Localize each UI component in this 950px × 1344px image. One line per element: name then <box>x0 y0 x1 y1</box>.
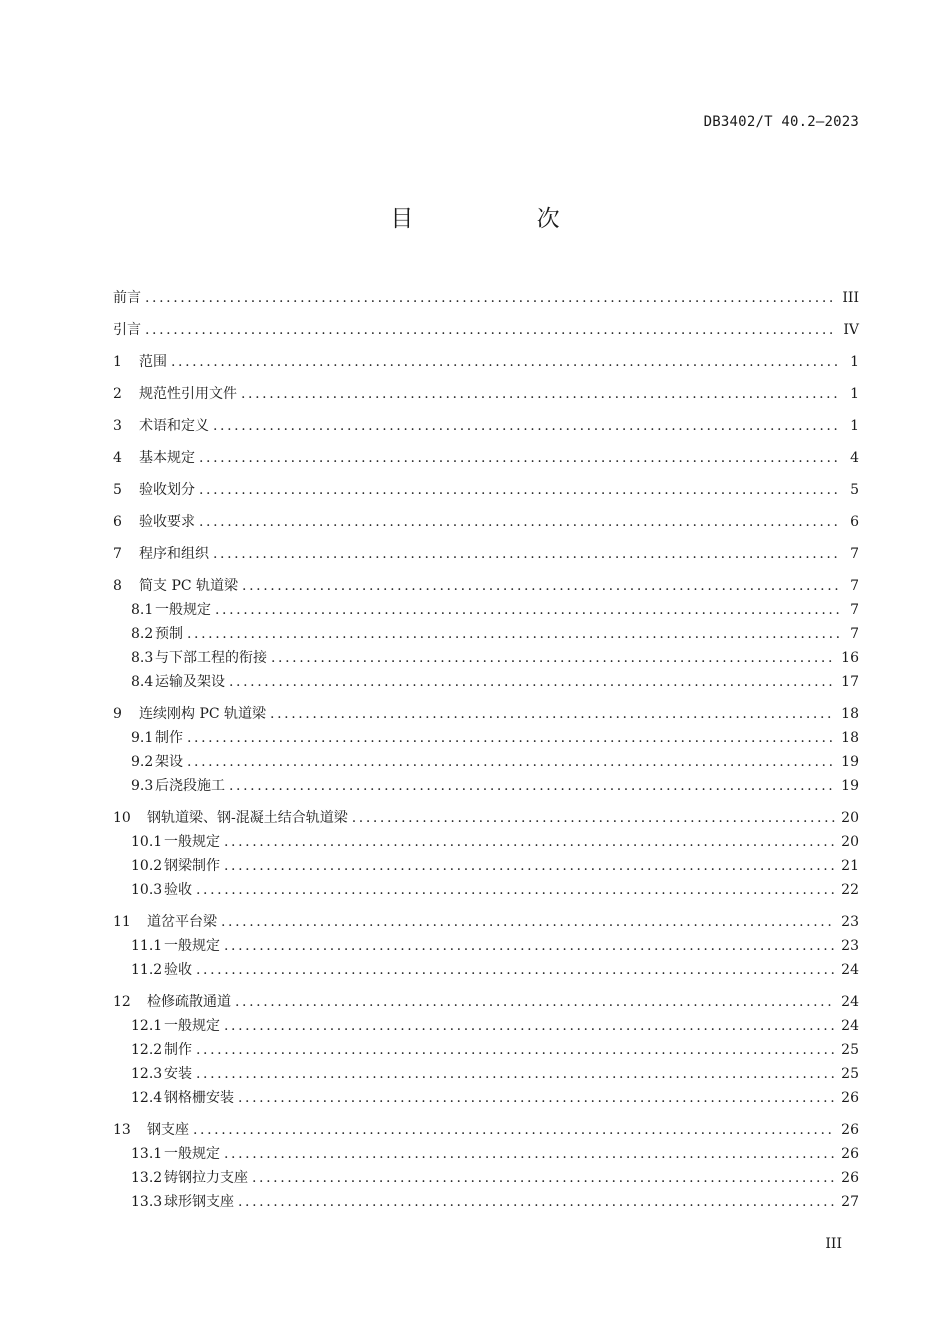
toc-entry-label: 一般规定 <box>164 938 220 954</box>
toc-entry-number: 11.2 <box>131 962 163 978</box>
toc-entry-page: 17 <box>841 674 859 690</box>
toc-dot-leader <box>196 1040 835 1060</box>
toc-entry-number: 1 <box>113 354 122 370</box>
toc-entry-number: 9.2 <box>131 754 154 770</box>
toc-entry-label: 验收 <box>164 962 192 978</box>
toc-entry-label: 前言 <box>113 290 141 306</box>
toc-entry-label: 验收划分 <box>139 482 195 498</box>
toc-entry[interactable] <box>113 728 859 748</box>
toc-entry-label: 基本规定 <box>139 450 195 466</box>
toc-dot-leader <box>221 912 835 932</box>
toc-dot-leader <box>199 480 839 500</box>
toc-entry-page: 1 <box>850 418 859 434</box>
toc-entry-label: 验收 <box>164 882 192 898</box>
toc-dot-leader <box>224 936 835 956</box>
toc-entry-number: 6 <box>113 514 122 530</box>
toc-entry-number: 13 <box>113 1122 131 1138</box>
toc-entry[interactable] <box>113 776 859 796</box>
toc-entry-label: 安装 <box>164 1066 192 1082</box>
toc-entry-number: 11.1 <box>131 938 163 954</box>
toc-entry-label: 与下部工程的衔接 <box>155 650 267 666</box>
toc-entry-label: 球形钢支座 <box>164 1194 234 1210</box>
toc-entry-page: 26 <box>841 1090 859 1106</box>
toc-entry[interactable] <box>113 912 859 932</box>
toc-entry-page: 5 <box>850 482 859 498</box>
toc-entry-label: 连续刚构 PC 轨道梁 <box>139 706 267 722</box>
page-number: III <box>825 1236 842 1252</box>
toc-title: 目 次 <box>390 206 618 232</box>
toc-entry-label: 一般规定 <box>164 834 220 850</box>
toc-entry[interactable] <box>113 320 859 340</box>
toc-entry-label: 一般规定 <box>155 602 211 618</box>
toc-entry-page: 16 <box>841 650 859 666</box>
toc-entry-page: 1 <box>850 354 859 370</box>
toc-dot-leader <box>145 288 836 308</box>
toc-entry-page: IV <box>843 322 859 338</box>
toc-dot-leader <box>213 544 839 564</box>
toc-dot-leader <box>215 600 839 620</box>
toc-entry-label: 钢轨道梁、钢-混凝土结合轨道梁 <box>147 810 348 826</box>
toc-entry[interactable] <box>113 480 859 500</box>
toc-entry-number: 10 <box>113 810 131 826</box>
toc-entry[interactable] <box>113 624 859 644</box>
toc-entry-label: 预制 <box>155 626 183 642</box>
toc-dot-leader <box>224 856 835 876</box>
toc-entry-number: 9.3 <box>131 778 154 794</box>
toc-dot-leader <box>171 352 839 372</box>
toc-entry-label: 术语和定义 <box>139 418 209 434</box>
toc-entry-page: 25 <box>841 1042 859 1058</box>
toc-entry-number: 4 <box>113 450 122 466</box>
toc-entry[interactable] <box>113 352 859 372</box>
toc-dot-leader <box>187 752 835 772</box>
toc-entry-number: 8.4 <box>131 674 154 690</box>
toc-entry-number: 13.1 <box>131 1146 163 1162</box>
toc-dot-leader <box>224 1016 835 1036</box>
toc-entry-page: 22 <box>841 882 859 898</box>
toc-entry-number: 7 <box>113 546 122 562</box>
toc-entry-number: 8.3 <box>131 650 154 666</box>
toc-entry-label: 检修疏散通道 <box>147 994 231 1010</box>
toc-entry-label: 钢格栅安装 <box>164 1090 234 1106</box>
toc-dot-leader <box>145 320 837 340</box>
toc-entry[interactable] <box>113 544 859 564</box>
toc-entry-number: 2 <box>113 386 122 402</box>
toc-dot-leader <box>196 1064 835 1084</box>
toc-entry-label: 验收要求 <box>139 514 195 530</box>
toc-entry-page: 23 <box>841 938 859 954</box>
toc-dot-leader <box>229 672 835 692</box>
toc-entry-label: 规范性引用文件 <box>139 386 237 402</box>
toc-entry-page: 19 <box>841 754 859 770</box>
toc-entry[interactable] <box>113 992 859 1012</box>
toc-entry-page: 24 <box>841 1018 859 1034</box>
toc-entry[interactable] <box>113 880 859 900</box>
toc-dot-leader <box>199 448 839 468</box>
toc-entry-number: 3 <box>113 418 122 434</box>
toc-entry-number: 12.1 <box>131 1018 163 1034</box>
toc-dot-leader <box>196 960 835 980</box>
toc-entry[interactable] <box>113 1064 859 1084</box>
toc-entry-page: 23 <box>841 914 859 930</box>
toc-entry[interactable] <box>113 1016 859 1036</box>
toc-entry-label: 钢梁制作 <box>164 858 220 874</box>
toc-dot-leader <box>242 576 839 596</box>
toc-entry[interactable] <box>113 1192 859 1212</box>
toc-entry[interactable] <box>113 936 859 956</box>
toc-entry[interactable] <box>113 648 859 668</box>
toc-entry[interactable] <box>113 856 859 876</box>
toc-entry[interactable] <box>113 384 859 404</box>
toc-entry[interactable] <box>113 832 859 852</box>
toc-entry-page: III <box>842 290 859 306</box>
toc-entry-label: 铸钢拉力支座 <box>164 1170 248 1186</box>
toc-entry[interactable] <box>113 288 859 308</box>
toc-entry-label: 制作 <box>155 730 183 746</box>
toc-entry-number: 12.4 <box>131 1090 163 1106</box>
toc-entry-page: 7 <box>850 626 859 642</box>
toc-dot-leader <box>193 1120 835 1140</box>
toc-dot-leader <box>241 384 839 404</box>
toc-dot-leader <box>229 776 835 796</box>
toc-entry[interactable] <box>113 448 859 468</box>
toc-entry-label: 一般规定 <box>164 1146 220 1162</box>
toc-entry-number: 10.2 <box>131 858 163 874</box>
toc-dot-leader <box>224 1144 835 1164</box>
toc-entry-page: 26 <box>841 1146 859 1162</box>
toc-entry-page: 1 <box>850 386 859 402</box>
toc-entry-page: 26 <box>841 1122 859 1138</box>
toc-entry-page: 24 <box>841 962 859 978</box>
toc-entry-number: 9 <box>113 706 122 722</box>
toc-entry-page: 18 <box>841 706 859 722</box>
toc-entry[interactable] <box>113 1120 859 1140</box>
toc-dot-leader <box>196 880 835 900</box>
toc-dot-leader <box>235 992 835 1012</box>
toc-entry-page: 21 <box>841 858 859 874</box>
toc-entry-number: 12.3 <box>131 1066 163 1082</box>
toc-entry-label: 道岔平台梁 <box>147 914 217 930</box>
toc-entry-number: 8.2 <box>131 626 154 642</box>
toc-entry-number: 8.1 <box>131 602 154 618</box>
toc-entry-number: 12.2 <box>131 1042 163 1058</box>
toc-dot-leader <box>252 1168 835 1188</box>
toc-dot-leader <box>187 624 839 644</box>
toc-entry[interactable] <box>113 672 859 692</box>
toc-entry[interactable] <box>113 1144 859 1164</box>
table-of-contents <box>113 288 859 1212</box>
toc-entry-number: 5 <box>113 482 122 498</box>
toc-entry-page: 27 <box>841 1194 859 1210</box>
toc-entry-label: 架设 <box>155 754 183 770</box>
toc-dot-leader <box>352 808 835 828</box>
toc-entry-number: 11 <box>113 914 131 930</box>
toc-entry[interactable] <box>113 704 859 724</box>
toc-entry-number: 10.3 <box>131 882 163 898</box>
toc-entry[interactable] <box>113 512 859 532</box>
toc-dot-leader <box>271 648 835 668</box>
toc-entry-label: 一般规定 <box>164 1018 220 1034</box>
toc-entry-page: 26 <box>841 1170 859 1186</box>
toc-entry-page: 20 <box>841 834 859 850</box>
toc-dot-leader <box>213 416 839 436</box>
toc-entry-number: 13.3 <box>131 1194 163 1210</box>
toc-entry[interactable] <box>113 960 859 980</box>
toc-entry[interactable] <box>113 600 859 620</box>
toc-entry-page: 19 <box>841 778 859 794</box>
toc-entry[interactable] <box>113 808 859 828</box>
toc-entry-number: 13.2 <box>131 1170 163 1186</box>
toc-entry-label: 范围 <box>139 354 167 370</box>
toc-entry[interactable] <box>113 1168 859 1188</box>
toc-dot-leader <box>199 512 839 532</box>
toc-entry-number: 9.1 <box>131 730 154 746</box>
toc-entry-page: 20 <box>841 810 859 826</box>
toc-entry-label: 程序和组织 <box>139 546 209 562</box>
toc-entry-number: 8 <box>113 578 122 594</box>
toc-entry-label: 引言 <box>113 322 141 338</box>
toc-entry[interactable] <box>113 1088 859 1108</box>
toc-entry[interactable] <box>113 576 859 596</box>
toc-entry-label: 简支 PC 轨道梁 <box>139 578 239 594</box>
toc-entry-label: 运输及架设 <box>155 674 225 690</box>
toc-entry-page: 25 <box>841 1066 859 1082</box>
toc-entry-page: 7 <box>850 578 859 594</box>
toc-entry-label: 后浇段施工 <box>155 778 225 794</box>
toc-entry-page: 18 <box>841 730 859 746</box>
toc-entry-page: 4 <box>850 450 859 466</box>
toc-entry-label: 钢支座 <box>147 1122 189 1138</box>
toc-entry-page: 24 <box>841 994 859 1010</box>
toc-entry-number: 12 <box>113 994 131 1010</box>
toc-dot-leader <box>238 1088 835 1108</box>
toc-dot-leader <box>270 704 835 724</box>
toc-dot-leader <box>187 728 835 748</box>
toc-dot-leader <box>238 1192 835 1212</box>
toc-entry[interactable] <box>113 752 859 772</box>
toc-entry[interactable] <box>113 1040 859 1060</box>
toc-entry-label: 制作 <box>164 1042 192 1058</box>
toc-entry-number: 10.1 <box>131 834 163 850</box>
toc-entry[interactable] <box>113 416 859 436</box>
toc-dot-leader <box>224 832 835 852</box>
toc-entry-page: 7 <box>850 546 859 562</box>
document-code: DB3402/T 40.2—2023 <box>703 114 859 130</box>
toc-entry-page: 7 <box>850 602 859 618</box>
toc-entry-page: 6 <box>850 514 859 530</box>
